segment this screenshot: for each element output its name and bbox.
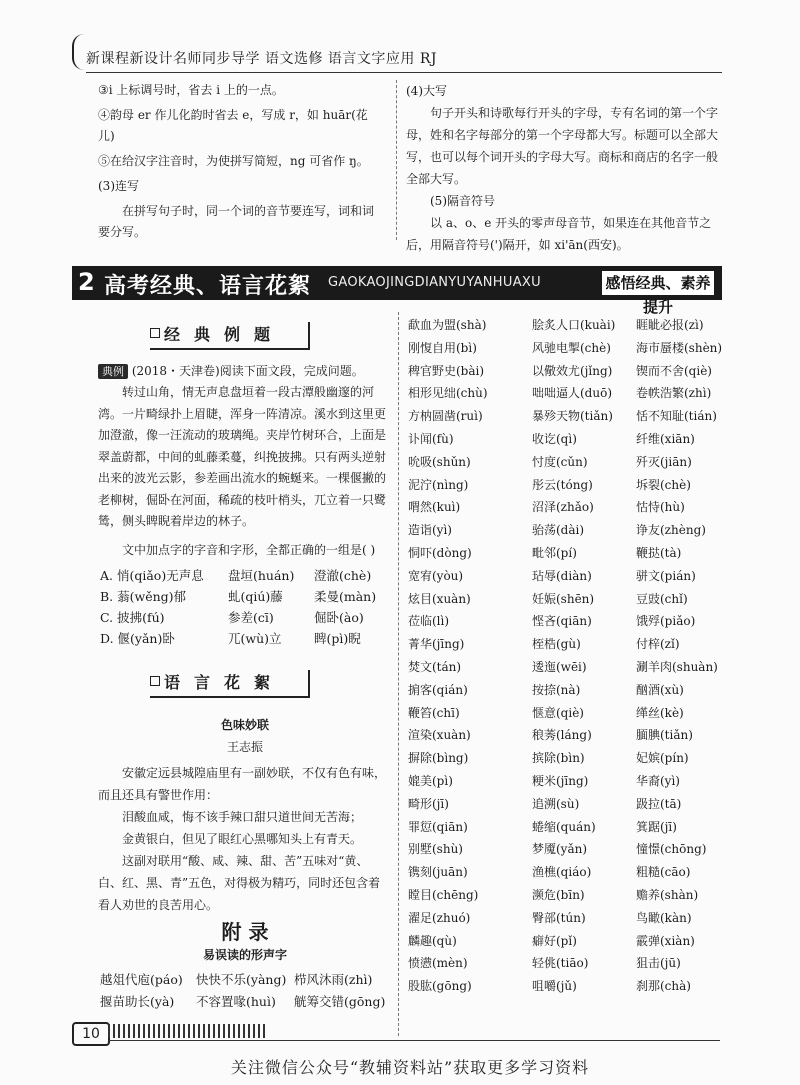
word-entry: 摈除(bìn) [532, 751, 585, 766]
appendix-table [100, 970, 396, 1014]
word-entry: 纤维(xiān) [636, 431, 695, 446]
table-row [408, 612, 724, 635]
couplet-line: 泪酸血咸，悔不该手辣口甜只道世间无苦海； [122, 810, 363, 824]
word-entry: 妃嫔(pín) [636, 751, 689, 766]
word-entry: 麟趣(qù) [408, 933, 457, 948]
classic-body [98, 360, 388, 561]
table-row [408, 977, 724, 1000]
option-row: B. 蓊(wěng)郁 虬(qiú)藤 柔曼(màn) [100, 589, 377, 604]
word-entry: 玷辱(diàn) [532, 568, 592, 583]
table-row [408, 954, 724, 977]
word-entry: 吮吸(shǔn) [408, 454, 471, 469]
word-entry: 粳米(jīng) [532, 773, 589, 788]
word-entry: 饿殍(piǎo) [636, 614, 696, 629]
word-entry: 狙击(jū) [636, 956, 681, 971]
word-entry: 恫吓(dòng) [408, 545, 472, 560]
poem-author: 王志振 [226, 740, 263, 754]
word-entry: 坼裂(chè) [636, 477, 691, 492]
word-entry: 毗邻(pí) [532, 545, 577, 560]
option-row: C. 披拂(fú) 参差(cī) 倔卧(ào) [100, 610, 364, 625]
word-entry: 骈文(pián) [636, 568, 696, 583]
word-entry: 镌刻(juān) [408, 865, 468, 880]
word-entry: 付梓(zǐ) [636, 637, 680, 652]
word-entry: 歃血为盟(shà) [408, 318, 487, 332]
word-entry: 华裔(yì) [636, 773, 680, 788]
word-entry: 缂丝(kè) [636, 705, 684, 720]
table-row [408, 886, 724, 909]
word-entry: 蜷缩(quán) [532, 819, 596, 834]
footer-note: 关注微信公众号“教辅资料站”获取更多学习资料 [230, 1058, 590, 1077]
word-table [408, 316, 724, 1000]
word-entry: 濯足(zhuó) [408, 910, 471, 925]
table-row [408, 407, 724, 430]
table-row [408, 840, 724, 863]
word-entry: 相形见绌(chù) [408, 386, 488, 401]
word-entry: 泥泞(nìng) [408, 477, 469, 492]
table-row: 揠苗助长(yà) 不容置喙(huì) 觥筹交错(gōng) [100, 994, 386, 1009]
word-entry: 讣闻(fù) [408, 431, 454, 446]
word-entry: 沼泽(zhǎo) [532, 500, 594, 515]
word-entry: 腼腆(tiǎn) [636, 728, 693, 743]
poem-title: 色味妙联 [220, 718, 269, 732]
word-entry: 股肱(gōng) [408, 979, 472, 994]
word-entry: 风驰电掣(chè) [532, 340, 611, 355]
word-entry: 媲美(pì) [408, 773, 453, 788]
word-entry: 锲而不舍(qiè) [636, 363, 712, 378]
table-row [408, 795, 724, 818]
table-row [408, 635, 724, 658]
couplet-line: 金黄银白，但见了眼红心黑哪知头上有青天。 [122, 832, 363, 846]
flowers-comment: 这副对联用“酸、咸、辣、甜、苦”五味对“黄、白、红、黑、青”五色，对得极为精巧，同时还包含着看人劝世的良苦用心。 [98, 854, 381, 912]
word-entry: 癖好(pǐ) [532, 933, 577, 948]
word-entry: 刚愎自用(bì) [408, 340, 477, 355]
word-entry: 摒除(bìng) [408, 751, 469, 766]
word-entry: 鸟瞰(kàn) [636, 910, 692, 925]
example-label: 典例 [98, 364, 128, 379]
word-entry: 鞭挞(tà) [636, 545, 682, 560]
word-entry: 咄咄逼人(duō) [532, 386, 612, 401]
word-entry: 暴殄天物(tiǎn) [532, 409, 613, 424]
word-entry: 豆豉(chǐ) [636, 591, 688, 606]
classic-heading: 经典例题 [164, 325, 285, 344]
word-entry: 诤友(zhèng) [636, 523, 706, 538]
table-row [408, 567, 724, 590]
rule-line: ③i 上标调号时，省去 i 上的一点。 [98, 83, 284, 97]
rule-line: ④韵母 er 作儿化韵时省去 e，写成 r，如 huār(花儿) [98, 108, 368, 143]
section-pinyin: GAOKAOJINGDIANYUYANHUAXU [328, 275, 541, 290]
word-entry: 海市蜃楼(shèn) [636, 340, 723, 355]
top-right-column [406, 80, 722, 256]
word-entry: 鞭笞(chī) [408, 705, 460, 720]
table-row [408, 909, 724, 932]
page-number: 10 [72, 1022, 110, 1046]
option-row: A. 悄(qiǎo)无声息 盘垣(huán) 澄澈(chè) [100, 568, 372, 583]
word-entry: 以儆效尤(jǐng) [532, 363, 613, 378]
word-entry: 轻佻(tiāo) [532, 956, 589, 971]
rule-paragraph: 在拼写句子时，同一个词的音节要连写，词和词要分写。 [98, 204, 375, 239]
table-row [408, 362, 724, 385]
separator-paragraph: 以 a、o、e 开头的零声母音节，如果连在其他音节之后，用隔音符号(')隔开，如 xi'ān(西安)。 [406, 216, 712, 252]
word-entry: 赡养(shàn) [636, 887, 699, 902]
table-row [408, 704, 724, 727]
table-row [408, 932, 724, 955]
word-entry: 稗官野史(bài) [408, 363, 485, 378]
example-source: (2018・天津卷)阅读下面文段，完成问题。 [131, 364, 364, 378]
table-row [408, 726, 724, 749]
word-entry: 酗酒(xù) [636, 682, 684, 697]
word-entry: 梦魇(yǎn) [532, 842, 588, 857]
word-entry: 彤云(tóng) [532, 477, 593, 492]
example-question: 文中加点字的字音和字形，全都正确的一组是( ) [122, 542, 376, 557]
word-entry: 方枘圆凿(ruì) [408, 409, 483, 424]
flowers-heading: 语言花絮 [164, 673, 285, 692]
word-entry: 臀部(tún) [532, 910, 586, 925]
word-entry: 瞠目(chēng) [408, 887, 479, 902]
table-row [408, 453, 724, 476]
word-entry: 怙恃(hù) [636, 500, 685, 515]
table-row [408, 544, 724, 567]
word-entry: 忖度(cǔn) [532, 454, 588, 469]
word-entry: 稂莠(láng) [532, 728, 592, 743]
word-entry: 粗糙(cāo) [636, 865, 691, 880]
table-row [408, 476, 724, 499]
word-entry: 骀荡(dài) [532, 523, 585, 538]
section-title: 高考经典、语言花絮 [104, 274, 312, 299]
capitalization-paragraph: 句子开头和诗歌每行开头的字母，专有名词的第一个字母，姓和名字每部分的第一个字母都大写。标题可以全部大写，也可以每个词开头的字母大写。商标和商店的名字一般全部大写。 [406, 106, 719, 186]
word-entry: 惬意(qiè) [532, 705, 584, 720]
capitalization-heading: (4)大写 [406, 84, 447, 98]
word-entry: 莅临(lì) [408, 614, 450, 629]
appendix-subtitle: 易误读的形声字 [202, 948, 287, 962]
word-entry: 悭吝(qiān) [532, 614, 592, 629]
word-entry: 箕踞(jī) [636, 819, 677, 834]
word-entry: 恬不知耻(tián) [636, 409, 717, 424]
word-entry: 妊娠(shēn) [532, 591, 595, 606]
column-divider [398, 312, 399, 1036]
answer-options [100, 566, 392, 650]
appendix-title: 附 录 [221, 920, 269, 944]
word-entry: 喟然(kuì) [408, 500, 461, 515]
word-entry: 追溯(sù) [532, 796, 580, 811]
table-row [408, 430, 724, 453]
section-slogan: 感悟经典、素养提升 [602, 271, 714, 295]
word-entry: 收讫(qì) [532, 431, 577, 446]
table-row [408, 521, 724, 544]
table-row: 越俎代庖(páo) 快快不乐(yàng) 栉风沐雨(zhì) [100, 972, 373, 987]
square-icon [150, 328, 160, 338]
word-entry: 霰弹(xiàn) [636, 933, 695, 948]
classic-heading-box [150, 322, 310, 350]
word-entry: 歼灭(jiān) [636, 454, 692, 469]
word-entry: 涮羊肉(shuàn) [636, 659, 718, 674]
table-row [408, 658, 724, 681]
table-row [408, 772, 724, 795]
page-hatch [108, 1024, 268, 1038]
word-entry: 濒危(bīn) [532, 887, 585, 902]
rule-subheading: (3)连写 [98, 179, 139, 193]
word-entry: 渔樵(qiáo) [532, 865, 592, 880]
word-entry: 卷帙浩繁(zhì) [636, 386, 712, 401]
word-entry: 憧憬(chōng) [636, 842, 707, 857]
table-row [408, 384, 724, 407]
word-entry: 按捺(nà) [532, 682, 581, 697]
word-entry: 脍炙人口(kuài) [532, 318, 616, 332]
word-entry: 逶迤(wēi) [532, 659, 587, 674]
word-entry: 掮客(qián) [408, 682, 468, 697]
table-row [408, 498, 724, 521]
word-entry: 刹那(chà) [636, 979, 691, 994]
footer-rule [108, 1040, 720, 1041]
word-entry: 宽宥(yòu) [408, 568, 464, 583]
top-left-column [98, 80, 384, 247]
flowers-heading-box [150, 670, 310, 698]
word-entry: 咀嚼(jǔ) [532, 979, 577, 994]
header-rule [86, 72, 722, 73]
column-divider [396, 80, 397, 240]
word-entry: 炫目(xuàn) [408, 591, 471, 606]
word-entry: 造诣(yì) [408, 523, 452, 538]
table-row [408, 681, 724, 704]
word-entry: 畸形(jī) [408, 796, 449, 811]
word-entry: 菁华(jīng) [408, 637, 465, 652]
word-entry: 愤懑(mèn) [408, 956, 468, 971]
example-passage: 转过山角，情无声息盘垣着一段古潭般幽邃的河湾。一片畸绿扑上眉睫，浑身一阵清凉。溪水到这里更加澄澈，像一汪流动的玻璃绳。夹岸竹树环合，上面是翠盖蔚都，中间的虬藤柔蔓，纠挽披拂。只有两头逆射出来的波光云影，参差画出流水的蜿蜒来。一棵偃撇的老柳树，倔卧在河面，稀疏的枝叶梢头，兀立着一只鹭鸶，侧头睥睨着岸边的林子。 [98, 385, 387, 528]
book-title: 新课程新设计名师同步导学 语文选修 语言文字应用 RJ [86, 51, 438, 67]
rule-line: ⑤在给汉字注音时，为使拼写简短，ng 可省作 ŋ。 [98, 154, 369, 168]
word-entry: 渲染(xuàn) [408, 728, 471, 743]
word-entry: 桎梏(gù) [532, 637, 581, 652]
table-row [408, 316, 724, 339]
table-row [408, 749, 724, 772]
option-row: D. 偃(yǎn)卧 兀(wù)立 睥(pì)睨 [100, 631, 361, 646]
word-entry: 别墅(shù) [408, 842, 463, 857]
section-number: 2 [78, 268, 95, 296]
table-row [408, 863, 724, 886]
section-banner [72, 266, 722, 316]
word-entry: 睚眦必报(zì) [636, 318, 704, 332]
table-row [408, 590, 724, 613]
word-entry: 焚文(tán) [408, 659, 462, 674]
word-entry: 罪愆(qiān) [408, 819, 468, 834]
table-row [408, 339, 724, 362]
square-icon [150, 676, 160, 686]
word-entry: 趿拉(tā) [636, 796, 682, 811]
table-row [408, 818, 724, 841]
flowers-body [98, 762, 388, 916]
separator-heading: (5)隔音符号 [430, 194, 495, 208]
flowers-intro: 安徽定远县城隍庙里有一副妙联，不仅有色有味，而且还具有警世作用： [98, 766, 387, 802]
